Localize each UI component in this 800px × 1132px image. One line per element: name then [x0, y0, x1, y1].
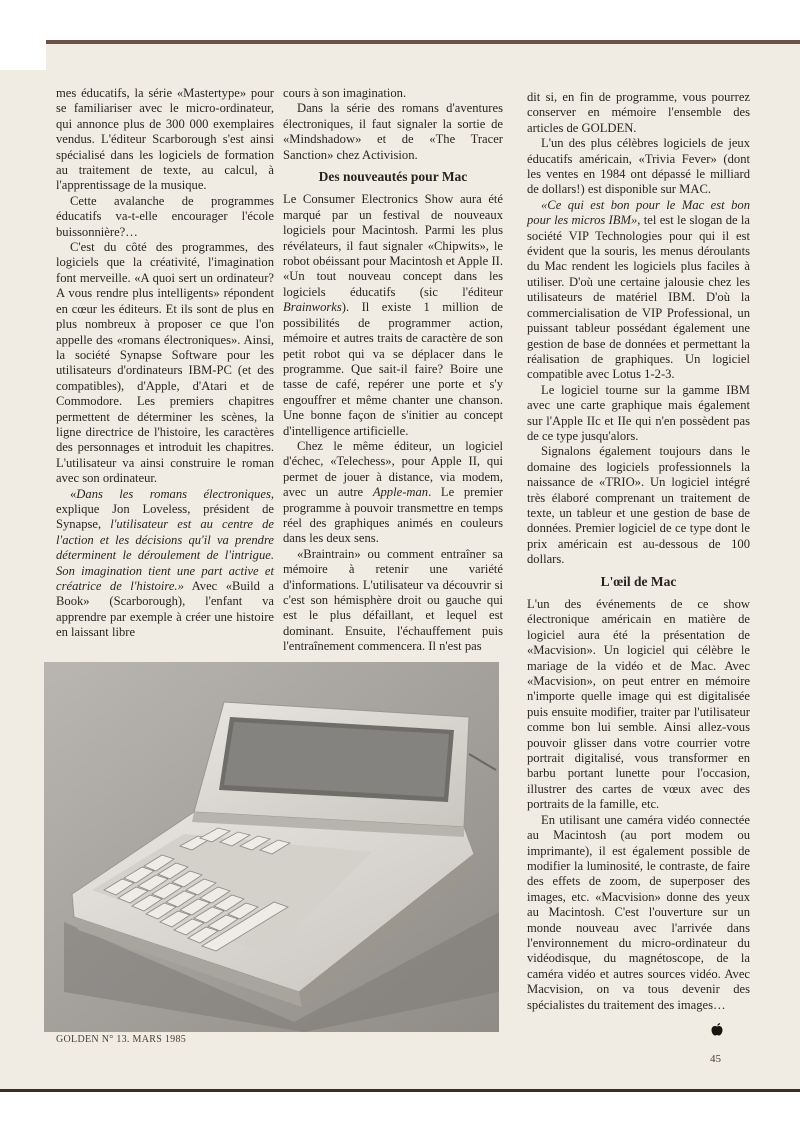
col2-paragraph-2: Dans la série des romans d'aventures électroniques, il faut signaler la sortie de «Mindshadow» et de «The Tracer Sanction» chez Activision.	[283, 101, 503, 162]
section-heading-oeil-de-mac: L'œil de Mac	[600, 573, 677, 589]
col3-paragraph-7: En utilisant une caméra vidéo connectée au Macintosh (au port modem ou imprimante), il est également possible de modifier la luminosité, le contraste, de faire des effets de zoom, de superposer des images, etc. «Macvision» donne des yeux au Macintosh. C'est l'ouverture sur un monde nouveau avec l'arrivée dans l'environnement du micro-ordinateur du vidéodisque, du magnétoscope, de la caméra vidéo et autres sources vidéo. Avec Macvision, on va tous devenir des spécialistes du traitement des images…	[527, 812, 750, 1012]
apple-logo-icon	[710, 1022, 724, 1036]
col2-paragraph-4: Chez le même éditeur, un logiciel d'échec, «Telechess», pour Apple II, qui permet de jouer à distance, via modem, avec un autre Apple-man. Le premier programme à pouvoir transmettre en temps réel des graphiques animés en couleurs dans les deux sens.	[283, 438, 503, 546]
section-heading-nouveautes: Des nouveautés pour Mac	[318, 169, 468, 185]
col3-paragraph-6: L'un des événements de ce show électronique américain en matière de logiciel aura été la présentation de «Macvision». Un logiciel qui célèbre le mariage de la vidéo et de Mac. Avec «Macvision», on peut entrer en mémoire n'importe quelle image qui est digitalisée puis ensuite modifier, traiter par l'utilisateur comme bon lui semble. Ainsi allez-vous pouvoir glisser dans votre courrier votre portrait digitalisé, vous transformer en barbu portant lunette pour l'occasion, illustrer des cartes de vœux avec des portraits de la famille, etc.	[527, 597, 750, 812]
col3-paragraph-2: L'un des plus célèbres logiciels de jeux éducatifs américain, «Trivia Fever» (dont les ventes en 1984 ont dépassé le milliard de dollars!) est disponible sur MAC.	[527, 136, 750, 197]
column-2	[283, 86, 503, 655]
col2-paragraph-1: cours à son imagination.	[283, 86, 407, 100]
column-1	[56, 86, 274, 641]
issue-footer: GOLDEN N° 13. MARS 1985	[56, 1034, 187, 1045]
col3-paragraph-1: dit si, en fin de programme, vous pourrez conserver en mémoire l'ensemble des articles de GOLDEN.	[527, 90, 750, 135]
col1-paragraph-3: C'est du côté des programmes, des logiciels que la créativité, l'imagination font merveille. «A quoi sert un ordinateur? A vous rendre plus intelligents» répondent en cœur les éditeurs. Et ils sont de plus en plus nombreux à proposer ce que l'on appelle des «romans électroniques». Ainsi, la société Synapse Software pour les utilisateurs d'ordinateurs IBM-PC (et des compatibles), d'Apple, d'Atari et de Commodore. Les premiers chapitres permettent de déterminer les scènes, la ligne directrice de l'histoire, les caractères des personnages et introduit les chapitres. L'utilisateur va ainsi construire le roman avec son ordinateur.	[56, 240, 274, 486]
col2-paragraph-5: «Braintrain» ou comment entraîner sa mémoire à retenir une variété d'informations. L'utilisateur va découvrir si c'est son hémisphère droit ou gauche qui est le plus défaillant, et lequel est dominant. Ensuite, l'échauffement puis l'entraînement commencera. Il n'est pas	[283, 546, 503, 654]
col1-paragraph-4: «Dans les romans électroniques, explique Jon Loveless, président de Synapse, l'utilisateur est au centre de l'action et les décisions qu'il va prendre déterminent le déroulement de l'intrigue. Son imagination tient une part active et créatrice de l'histoire.» Avec «Build a Book» (Scarborough), l'enfant va apprendre par exemple à créer une histoire en laissant libre	[56, 486, 275, 640]
col1-paragraph-1: mes éducatifs, la série «Mastertype» pour se familiariser avec le micro-ordinateur, qui annonce plus de 300 000 exemplaires vendus. L'éditeur Scarborough s'est ainsi spécialisé dans les logiciels de formation au traitement de texte, au calcul, à l'apprentissage de la musique.	[56, 86, 274, 193]
page-number: 45	[710, 1053, 721, 1065]
col3-paragraph-3: «Ce qui est bon pour le Mac est bon pour les micros IBM», tel est le slogan de la société VIP Technologies pour qui il est évident que la souris, les menus déroulants du Mac rendent les logiciels plus faciles à utiliser. D'où une certaine jalousie chez les utilisateurs de matériel IBM. D'où la commercialisation de VIP Professional, un puissant tableur possédant également une gestion de base de données et permettant la réalisation de graphiques. Un logiciel compatible avec Lotus 1-2-3.	[527, 197, 751, 382]
portable-computer-photo	[44, 662, 499, 1032]
col1-paragraph-2: Cette avalanche de programmes éducatifs va-t-elle encourager l'école buissonnière?…	[56, 193, 274, 239]
laptop-illustration	[44, 662, 499, 1032]
col2-paragraph-3: Le Consumer Electronics Show aura été marqué par un festival de nouveaux logiciels pour Macintosh. Parmi les plus révélateurs, il faut signaler «Chipwits», le robot obéissant pour Macintosh et Apple II. «Un tout nouveau concept dans les logiciels éducatifs (sic l'éditeur Brainworks). Il existe 1 million de possibilités de programmer action, mémoire et autres traits de caractère de son petit robot qui va se déplacer dans le programme. Que sait-il faire? Boire une tasse de café, repérer une porte et s'y engouffrer et même chanter une chanson. Une bonne façon de s'initier au concept d'intelligence artificielle.	[283, 192, 503, 438]
column-3	[527, 90, 750, 1013]
col3-paragraph-4: Le logiciel tourne sur la gamme IBM avec une carte graphique mais également sur l'Apple IIc et IIe qui n'en possèdent pas de ce type jusqu'alors.	[527, 382, 750, 443]
page-corner	[0, 40, 46, 70]
col3-paragraph-5: Signalons également toujours dans le domaine des logiciels professionnels la naissance de «TRIO». Un logiciel intégré très élaboré comprenant un traitement de texte, un tableur et une gestion de base de données. Premier logiciel de ce type dont le prix américain est au-dessous de 100 dollars.	[527, 444, 750, 567]
